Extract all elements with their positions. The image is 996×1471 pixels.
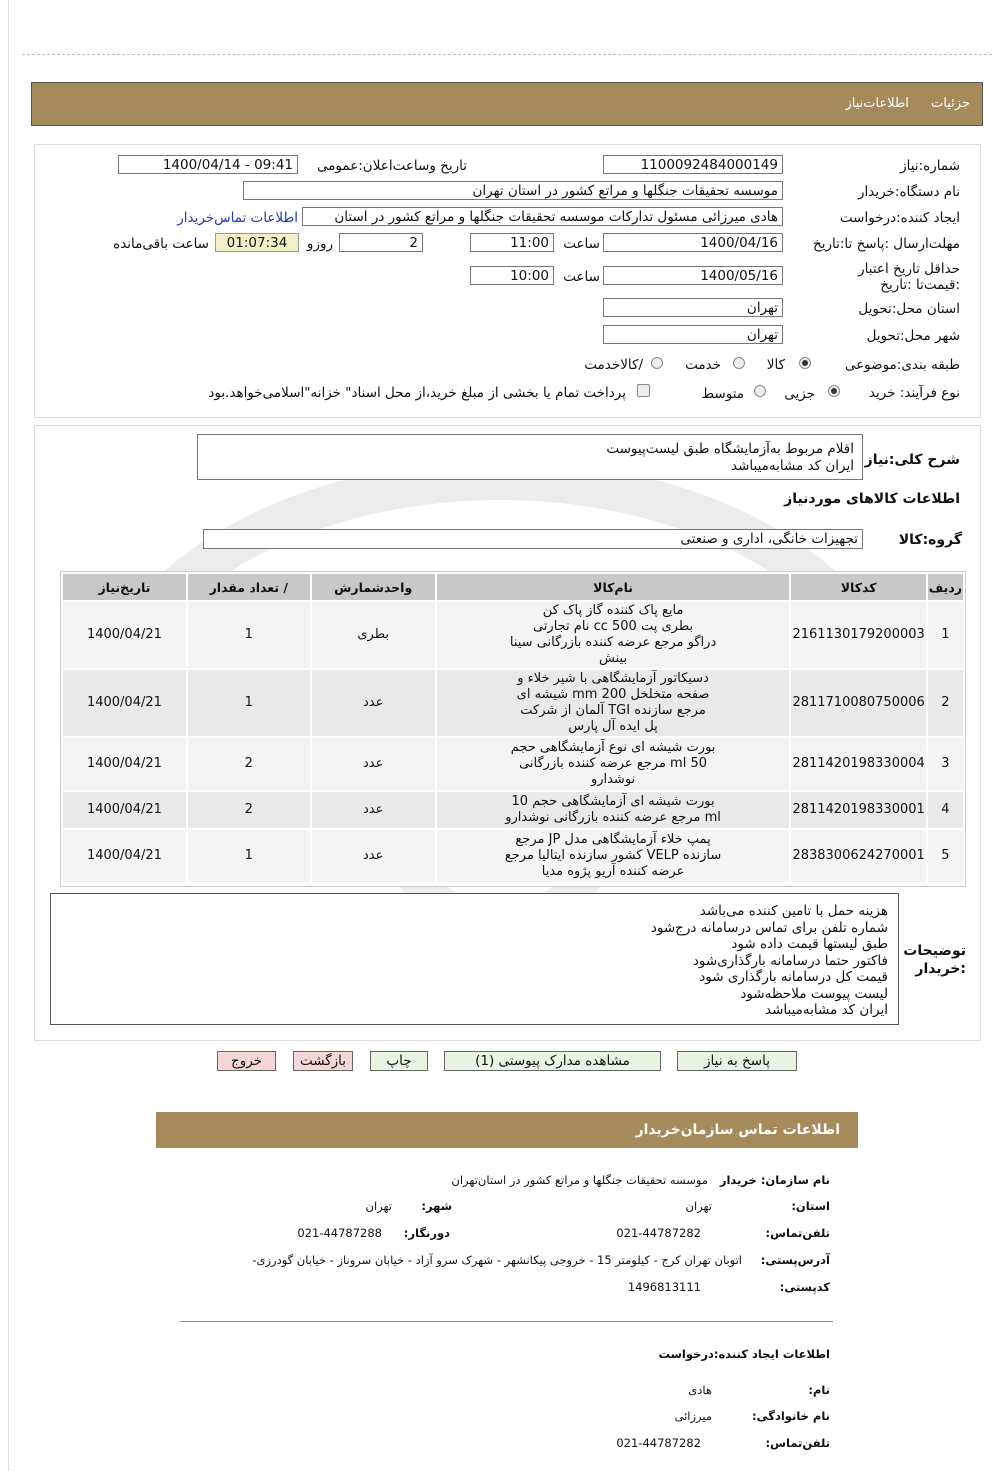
row-name [437,792,790,828]
city-label: شهر محل:تحویل [866,328,960,344]
creator-family-label: نام خانوادگی: [752,1409,830,1423]
col-name: نام‌کالا [437,574,790,600]
announce-date-label: تاریخ وساعت‌اعلان:عمومی [316,158,467,174]
validity-date-field[interactable]: 1400/05/16 [603,266,783,285]
col-row: ردیف [928,574,963,600]
note-line: هزینه حمل با تامین کننده می‌باشد [699,903,888,919]
row-date: 1400/04/21 [63,738,186,790]
reply-time-field[interactable]: 11:00 [470,233,554,252]
row-name [437,738,790,790]
row-qty: 2 [188,792,310,828]
row-name-line: ml مرجع عرضه کننده بازرگانی نوشدارو [505,810,721,825]
summary-line-1: اقلام مربوط به‌آزمایشگاه طبق لیست‌پیوست [606,441,854,457]
top-divider [22,54,992,55]
creator-family-value: میرزائی [674,1409,712,1423]
row-unit: عدد [312,792,435,828]
category-option-goods: کالا [766,357,785,373]
row-date: 1400/04/21 [63,792,186,828]
contact-postal-label: کد‌پستی: [779,1280,830,1294]
table-row [63,792,963,828]
buyer-notes-label: توضیحات :خریدار [903,943,966,977]
reply-button[interactable]: پاسخ به نیاز [677,1051,797,1071]
need-number-label: شماره:نیاز [900,158,960,174]
attachments-button[interactable]: مشاهده مدارک پیوستی (1) [444,1051,661,1071]
province-field[interactable]: تهران [603,298,783,317]
row-name-line: نوشدارو [590,772,636,787]
contact-phone-label: تلفن‌تماس: [765,1226,830,1240]
buyer-contact-link[interactable]: اطلاعات تماس‌خریدار [177,210,298,226]
province-label: استان محل:تحویل [858,301,960,317]
row-unit: بطری [312,602,435,668]
validity-time-label: ساعت [563,269,600,285]
validity-label: حداقل تاریخ اعتبار :قیمت‌تا :تاریخ [858,261,960,293]
row-name-line: سازنده VELP کشور سازنده ایتالیا مرجع [504,848,722,863]
table-row [63,738,963,790]
note-line: لیست پیوست ملاحظه‌شود [740,985,888,1002]
process-option-medium: متوسط [701,386,744,402]
buyer-notes-box [50,893,899,1025]
col-unit: واحدشمارش [312,574,435,600]
note-line: ایران کد مشابه‌میباشد [765,1002,888,1018]
contact-address-label: آدرس‌پستی: [760,1253,830,1267]
contact-org-value: موسسه تحقیقات جنگلها و مراتع کشور در استان‌تهران [451,1173,708,1187]
row-qty: 1 [188,670,310,736]
goods-group-field[interactable]: تجهیزات خانگی، اداری و صنعتی [203,529,863,549]
col-qty: / تعداد مقدار [188,574,310,600]
items-table [61,572,965,884]
row-name [437,602,790,668]
buyer-org-label: نام دستگاه:خریدار [857,184,960,200]
reply-deadline-label: مهلت‌ارسال :پاسخ تا:تاریخ [813,236,960,252]
row-index: 2 [928,670,963,736]
row-code: 2811710080750006 [791,670,925,736]
contact-org-label: نام سازمان: خریدار [719,1173,830,1187]
category-radio-goods[interactable] [799,357,811,369]
row-name [437,830,790,882]
contact-province-value: تهران [685,1199,712,1213]
breadcrumb-details[interactable]: جزئیات [931,96,970,111]
need-number-field[interactable]: 1100092484000149 [603,155,783,174]
category-radio-goods-service[interactable] [651,357,663,369]
row-code: 2838300624270001 [791,830,925,882]
buyer-contact-title: اطلاعات تماس سازمان‌خریدار [635,1122,840,1138]
row-name-line: مایع پاک کننده گاز پاک کن [542,603,684,618]
payment-note: پرداخت تمام یا بخشی از مبلغ خرید،از محل اسناد" خزانه"اسلامی‌خواهد.بود [208,385,626,401]
row-qty: 1 [188,602,310,668]
process-label: نوع فرآیند: خرید [868,385,960,401]
row-name-line: بینش [599,651,628,666]
row-qty: 1 [188,830,310,882]
reply-time-label: ساعت [563,236,600,252]
contact-fax-label: دورنگار: [403,1226,450,1240]
row-name-line: 50 ml مرجع عرضه کننده بازرگانی [519,756,708,771]
creator-phone-label: تلفن‌تماس: [765,1436,830,1450]
contact-fax-value: 021-44787288 [297,1226,382,1240]
row-name-line: عرضه کننده آریو پژوه مدیا [541,864,685,879]
note-line: فاکتور حتما درسامانه بارگذاری‌شود [692,952,888,969]
row-name [437,670,790,736]
contact-province-label: استان: [791,1199,830,1213]
row-name-line: بطری پت 500 cc نام تجارتی [532,619,694,634]
contact-city-value: تهران [365,1199,392,1213]
payment-checkbox[interactable] [637,384,650,397]
table-row [63,602,963,668]
buyer-org-field[interactable]: موسسه تحقیقات جنگلها و مراتع کشور در استان تهران [243,181,783,200]
row-unit: عدد [312,670,435,736]
items-table-wrapper [60,571,966,887]
contact-divider [180,1321,833,1322]
row-date: 1400/04/21 [63,670,186,736]
contact-phone-value: 021-44787282 [616,1226,701,1240]
creator-section-title: اطلاعات ایجاد کننده:درخواست [658,1347,830,1361]
creator-name-label: نام: [808,1383,830,1397]
creator-label: ایجاد کننده:درخواست [839,210,960,226]
col-code: کدکالا [791,574,925,600]
row-name-line: پل ایده آل پارس [568,719,658,734]
back-button[interactable]: بازگشت [293,1051,353,1071]
summary-label: شرح کلی:نیاز [864,452,960,468]
days-label: روزو [306,236,333,252]
row-name-line: صفحه متخلخل 200 mm شیشه ای [516,687,710,702]
note-line: شماره تلفن برای تماس درسامانه درج‌شود [650,919,888,936]
row-date: 1400/04/21 [63,830,186,882]
row-name-line: دسیکاتور آزمایشگاهی با شیر خلاء و [517,671,709,686]
row-code: 2811420198330004 [791,738,925,790]
days-field[interactable]: 2 [339,233,423,252]
contact-postal-value: 1496813111 [627,1280,701,1294]
category-option-goods-service: /کالاخدمت [584,357,643,373]
process-radio-minor[interactable] [828,385,840,397]
summary-box [197,434,863,480]
remaining-time-label: ساعت باقی‌مانده [113,236,209,252]
creator-name-value: هادی [688,1383,712,1397]
city-field[interactable]: تهران [603,325,783,344]
row-index: 5 [928,830,963,882]
process-option-minor: جزیی [784,386,815,402]
process-radio-medium[interactable] [754,385,766,397]
row-name-line: دراگو مرجع عرضه کننده بازرگانی سینا [509,635,717,650]
note-line: طبق لیستها قیمت داده شود [731,936,888,952]
print-button[interactable]: چاپ [370,1051,428,1071]
category-radio-service[interactable] [733,357,745,369]
note-line: قیمت کل درسامانه بارگذاری شود [699,969,888,985]
category-option-service: خدمت [685,357,721,373]
goods-info-title: اطلاعات کالاهای موردنیاز [784,491,960,507]
row-qty: 2 [188,738,310,790]
row-name-line: مرجع سازنده TGI آلمان از شرکت [520,703,706,718]
category-label: طبقه بندی:موضوعی [844,357,960,373]
row-date: 1400/04/21 [63,602,186,668]
page-header [31,82,983,126]
page-left-border [8,0,9,1471]
table-row [63,670,963,736]
reply-date-field[interactable]: 1400/04/16 [603,233,783,252]
row-index: 1 [928,602,963,668]
row-index: 3 [928,738,963,790]
breadcrumb-need-info[interactable]: اطلاعات‌نیاز [845,96,909,111]
goods-group-label: گروه:کالا [898,532,962,548]
buyer-contact-header [156,1112,858,1148]
contact-city-label: شهر: [421,1199,452,1213]
row-name-line: بورت شیشه ای نوع آزمایشگاهی حجم [510,740,716,755]
row-name-line: پمپ خلاء آزمایشگاهی مدل JP مرجع [515,832,711,847]
creator-phone-value: 021-44787282 [616,1436,701,1450]
row-index: 4 [928,792,963,828]
row-code: 2811420198330001 [791,792,925,828]
contact-address-value: اتوبان تهران کرج - کیلومتر 15 - خروجی پیکانشهر - شهرک سرو آزاد - خیابان سروناز - خیابان گودرزی- [252,1253,742,1267]
remaining-time-field: 01:07:34 [215,233,299,252]
summary-line-2: ایران کد مشابه‌میباشد [731,458,854,474]
col-date: تاریخ‌نیاز [63,574,186,600]
row-unit: عدد [312,738,435,790]
announce-date-field[interactable]: 1400/04/14 - 09:41 [118,155,298,174]
exit-button[interactable]: خروج [217,1051,276,1071]
creator-field[interactable]: هادی میرزائی مسئول تدارکات موسسه تحقیقات جنگلها و مراتع کشور در استان [302,207,783,226]
row-unit: عدد [312,830,435,882]
row-code: 2161130179200003 [791,602,925,668]
table-row [63,830,963,882]
validity-time-field[interactable]: 10:00 [470,266,554,285]
row-name-line: بورت شیشه ای آزمایشگاهی حجم 10 [511,794,715,809]
